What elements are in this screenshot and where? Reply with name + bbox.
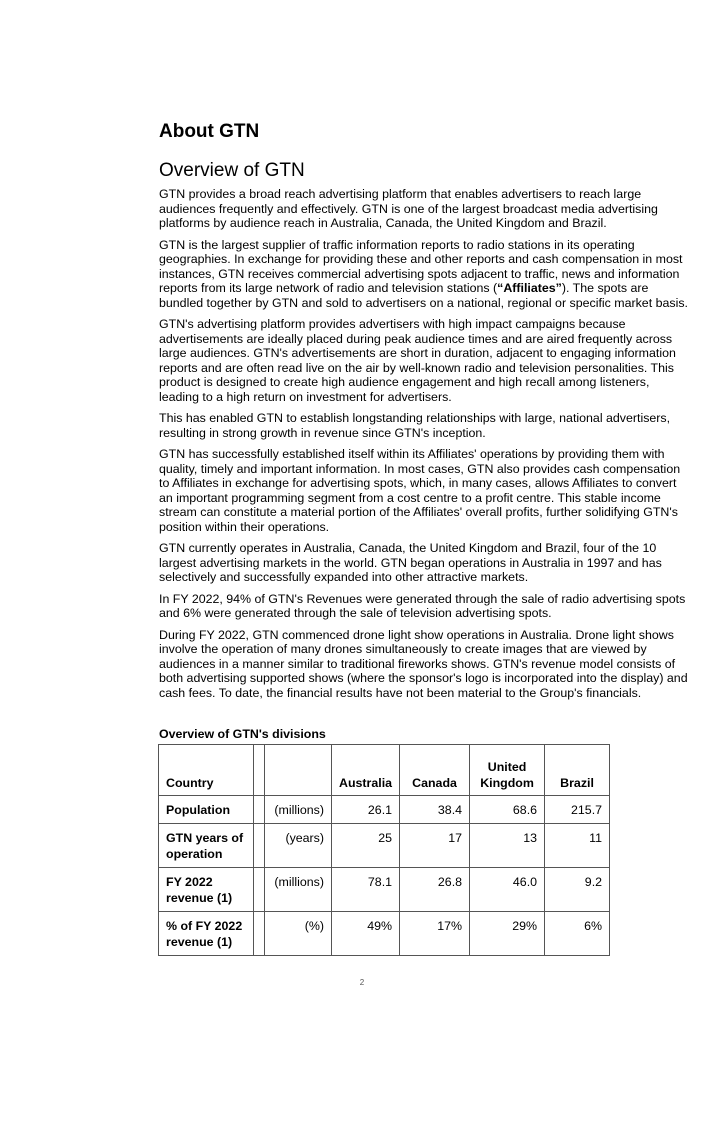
divisions-table — [158, 744, 610, 956]
text-line: to Affiliates in exchange for advertising spots, which, in many cases, allows Affiliates to convert — [159, 476, 677, 490]
text-line: audiences in a manner similar to traditional fireworks shows. GTN's revenue model consists of — [159, 656, 676, 671]
document-body — [159, 120, 689, 1138]
text-line: largest advertising markets in the world. GTN began operations in Australia in 1997 and has — [159, 555, 662, 570]
header-brazil: Brazil — [545, 745, 610, 796]
header-uk — [470, 745, 545, 796]
paragraphs — [159, 187, 689, 700]
text-line: involve the operation of many drones simultaneously to create images that are viewed by — [159, 642, 647, 656]
row-unit: (years) — [265, 824, 332, 868]
row-unit: (millions) — [265, 868, 332, 912]
spacer-cell — [254, 868, 265, 912]
text-line: both advertising supported shows (where the sponsor's logo is incorporated into the display) and — [159, 671, 688, 685]
text-line: instances, GTN receives commercial advertising spots adjacent to traffic, news and information — [159, 266, 680, 281]
value-cell: 68.6 — [470, 796, 545, 824]
text-line: an important programming segment from a cost centre to a profit centre. This stable income — [159, 490, 661, 505]
text-line: quality, timely and important information. In most cases, GTN also provides cash compensation — [159, 461, 681, 476]
value-cell: 6% — [545, 912, 610, 956]
row-unit: (%) — [265, 912, 332, 956]
text-line: GTN currently operates in Australia, Canada, the United Kingdom and Brazil, four of the 10 — [159, 541, 657, 555]
text-line: cash fees. To date, the financial results have not been material to the Group's financials. — [159, 685, 642, 700]
text-line: and 6% were generated through the sale of television advertising spots. — [159, 606, 552, 620]
value-cell: 215.7 — [545, 796, 610, 824]
text-run: reports from its large network of radio and television stations ( — [159, 281, 498, 295]
spacer-cell — [254, 745, 265, 796]
text-line: GTN has successfully established itself within its Affiliates' operations by providing them with — [159, 447, 665, 461]
text-line: stream can constitute a material portion of the Affiliates' overall profits, further solidifying GTN's — [159, 505, 678, 519]
page-title: About GTN — [159, 121, 260, 142]
header-uk-line1: United — [487, 760, 527, 774]
text-line: resulting in strong growth in revenue since GTN's inception. — [159, 425, 486, 440]
text-line: During FY 2022, GTN commenced drone light show operations in Australia. Drone light shows — [159, 627, 674, 642]
paragraph — [159, 187, 689, 231]
value-cell: 25 — [332, 824, 400, 868]
value-cell: 29% — [470, 912, 545, 956]
value-cell: 38.4 — [400, 796, 470, 824]
text-line: reports and are often read live on the air by well-known radio and television personalities. This — [159, 360, 674, 375]
row-label: GTN years of operation — [159, 824, 254, 868]
row-unit: (millions) — [265, 796, 332, 824]
table-row — [159, 824, 610, 868]
value-cell: 26.8 — [400, 868, 470, 912]
table-row — [159, 796, 610, 824]
text-line: audiences frequently and effectively. GTN is one of the largest broadcast media advertising — [159, 201, 658, 216]
header-australia: Australia — [332, 745, 400, 796]
text-line: selectively and successfully expanded into other attractive markets. — [159, 570, 529, 584]
text-line: geographies. In exchange for providing these and other reports and cash compensation in most — [159, 252, 683, 266]
paragraph — [159, 592, 689, 621]
text-line: In FY 2022, 94% of GTN's Revenues were generated through the sale of radio advertising spots — [159, 591, 686, 606]
spacer-cell — [254, 912, 265, 956]
text-line: bundled together by GTN and sold to advertisers on a national, regional or specific market basis. — [159, 295, 688, 310]
header-canada: Canada — [400, 745, 470, 796]
paragraph — [159, 447, 689, 534]
text-line: product is designed to create high audience engagement and high recall among listeners, — [159, 375, 650, 389]
header-unit — [265, 745, 332, 796]
table-header-row — [159, 745, 610, 796]
text-line: platforms by audience reach in Australia, Canada, the United Kingdom and Brazil. — [159, 216, 607, 230]
table-body — [159, 796, 610, 956]
paragraph — [159, 317, 689, 404]
row-label: FY 2022 revenue (1) — [159, 868, 254, 912]
text-line: leading to a high return on investment for advertisers. — [159, 389, 452, 404]
value-cell: 17% — [400, 912, 470, 956]
page-number: 2 — [359, 978, 365, 987]
value-cell: 17 — [400, 824, 470, 868]
row-label: Population — [159, 796, 254, 824]
paragraph — [159, 541, 689, 585]
value-cell: 78.1 — [332, 868, 400, 912]
paragraph — [159, 628, 689, 701]
table-row — [159, 912, 610, 956]
value-cell: 46.0 — [470, 868, 545, 912]
row-label: % of FY 2022 revenue (1) — [159, 912, 254, 956]
text-line — [159, 281, 689, 296]
value-cell: 11 — [545, 824, 610, 868]
text-run: ). The spots are — [561, 281, 649, 295]
header-country: Country — [159, 745, 254, 796]
spacer-cell — [254, 796, 265, 824]
value-cell: 49% — [332, 912, 400, 956]
text-line: advertisements are ideally placed during peak audience times and are aired frequently across — [159, 331, 673, 346]
text-line: GTN provides a broad reach advertising platform that enables advertisers to reach large — [159, 187, 642, 201]
header-uk-line2: Kingdom — [480, 776, 534, 790]
defined-term: “Affiliates” — [497, 281, 562, 295]
value-cell: 13 — [470, 824, 545, 868]
table-row — [159, 868, 610, 912]
value-cell: 9.2 — [545, 868, 610, 912]
text-line: position within their operations. — [159, 519, 330, 534]
text-line: GTN is the largest supplier of traffic information reports to radio stations in its operating — [159, 237, 635, 252]
text-line: GTN's advertising platform provides advertisers with high impact campaigns because — [159, 317, 626, 331]
table-caption: Overview of GTN's divisions — [159, 727, 326, 741]
paragraph — [159, 238, 689, 311]
paragraph — [159, 411, 689, 440]
text-line: This has enabled GTN to establish longstanding relationships with large, national advertisers, — [159, 411, 671, 425]
value-cell: 26.1 — [332, 796, 400, 824]
spacer-cell — [254, 824, 265, 868]
text-line: large audiences. GTN's advertisements are short in duration, adjacent to engaging information — [159, 346, 676, 360]
section-heading: Overview of GTN — [159, 160, 305, 181]
